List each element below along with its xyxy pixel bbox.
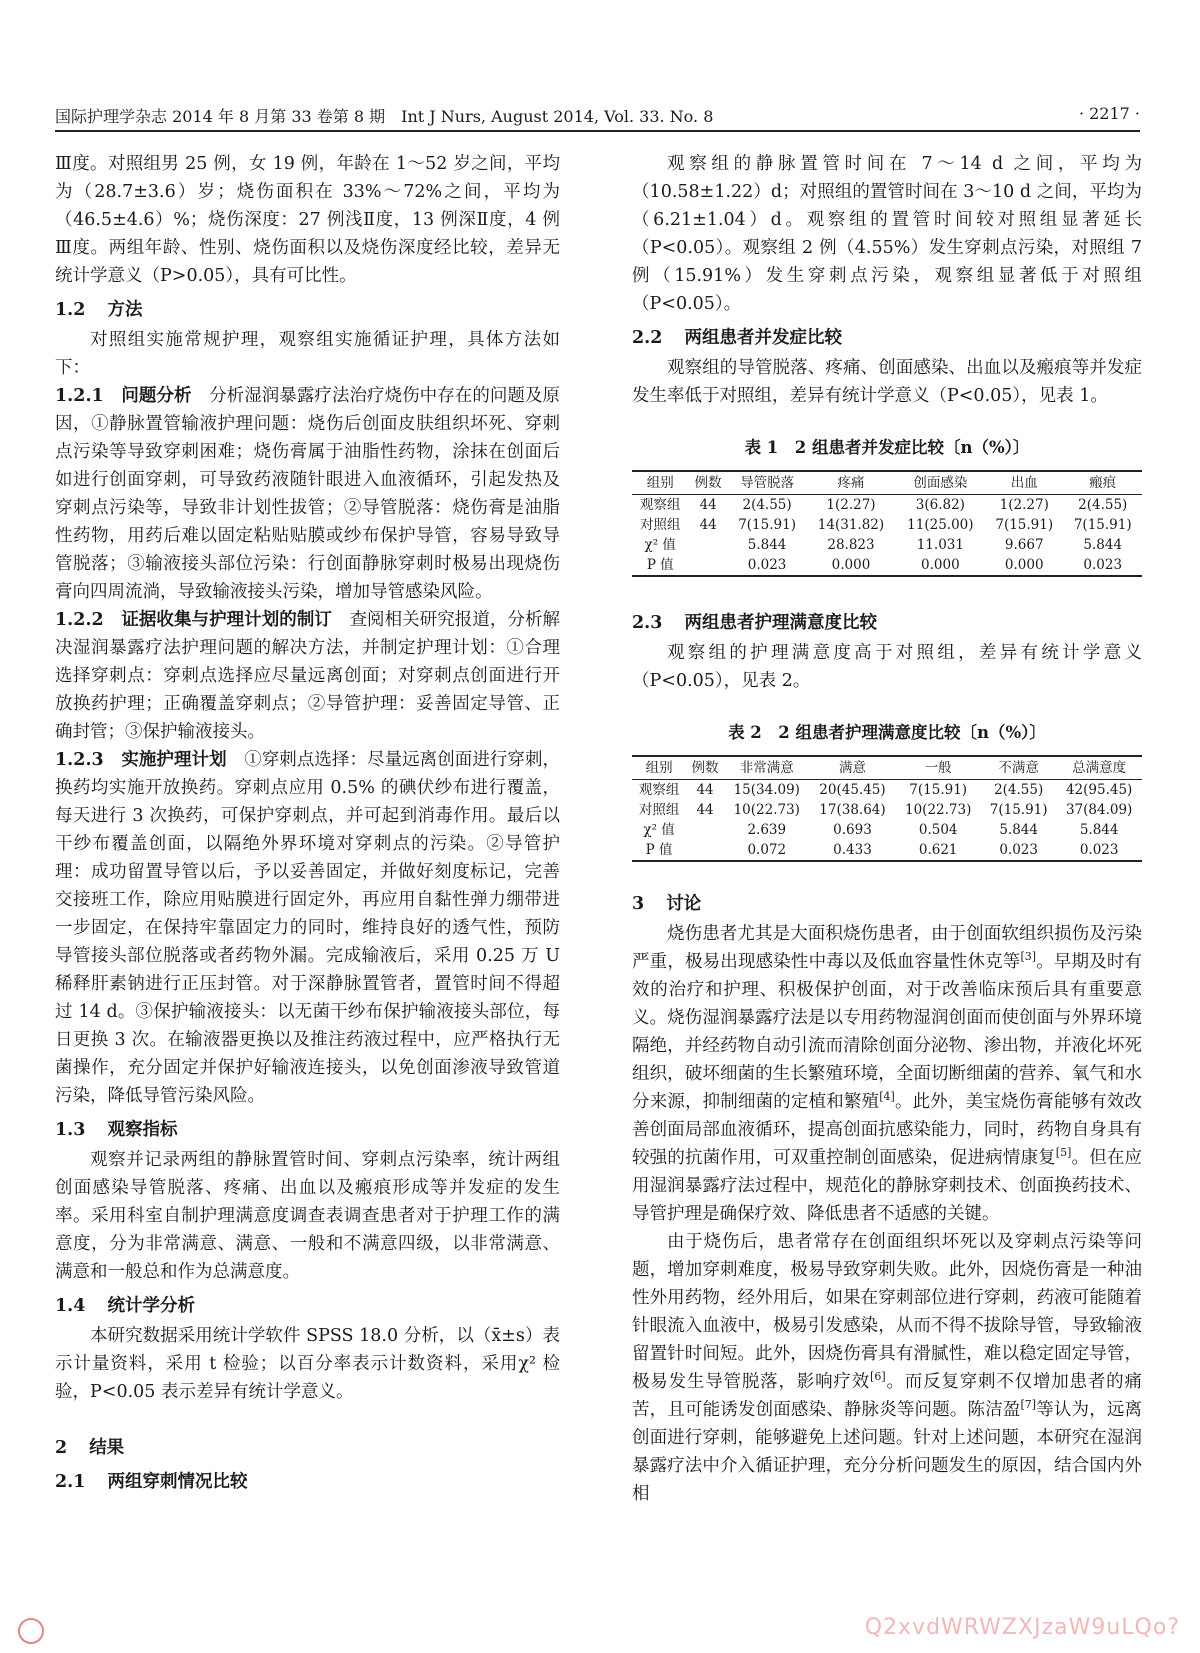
- column-header: 非常满意: [724, 756, 810, 780]
- right-column: [632, 150, 1142, 1508]
- subsection: 1.2.2 证据收集与护理计划的制订 查阅相关研究报道，分析解决湿润暴露疗法护理问题的解决方法，并制定护理计划：①合理选择穿刺点：穿刺点选择应尽量远离创面；对穿刺点创面进行开放换药护理；正确覆盖穿刺点；②导管护理：妥善固定导管、正确封管；③保护输液接头。: [55, 610, 561, 742]
- table-row: 对照组 44 7(15.91) 14(31.82) 11(25.00) 7(15.91) 7(15.91): [640, 517, 1132, 533]
- column-header: 总满意度: [1056, 756, 1142, 780]
- paragraph: 观察组的护理满意度高于对照组，差异有统计学意义（P<0.05），见表 2。: [632, 643, 1142, 691]
- table-row: χ² 值 5.844 28.823 11.031 9.667 5.844: [644, 537, 1123, 553]
- column-header: 疼痛: [806, 471, 895, 495]
- table-row: 观察组 44 15(34.09) 20(45.45) 7(15.91) 2(4.55) 42(95.45): [638, 782, 1133, 798]
- section-heading: 1.3 观察指标: [55, 1120, 178, 1140]
- table-2-title: 表 2 2 组患者护理满意度比较〔n（%）〕: [728, 723, 1046, 742]
- column-header: 一般: [895, 756, 981, 780]
- column-header: 组别: [632, 471, 689, 495]
- section-heading: 2.1 两组穿刺情况比较: [55, 1472, 248, 1492]
- section-heading: 1.4 统计学分析: [55, 1296, 195, 1316]
- column-header: 创面感染: [896, 471, 985, 495]
- running-header: [55, 100, 1140, 132]
- paragraph: 观察并记录两组的静脉置管时间、穿刺点污染率，统计两组创面感染导管脱落、疼痛、出血以及瘢痕形成等并发症的发生率。采用科室自制护理满意度调查表调查患者对于护理工作的满意度，分为非常满意、满意、一般和不满意四级，以非常满意、满意和一般总和作为总满意度。: [55, 1150, 560, 1282]
- paragraph: 对照组实施常规护理，观察组实施循证护理，具体方法如下：: [55, 330, 560, 378]
- section-heading: 3 讨论: [632, 894, 702, 914]
- seal-icon: [18, 1618, 44, 1644]
- column-header: 组别: [632, 756, 686, 780]
- paragraph: Ⅲ度。对照组男 25 例，女 19 例，年龄在 1～52 岁之间，平均为（28.7±3.6）岁；烧伤面积在 33%～72%之间，平均为（46.5±4.6）%；烧伤深度：27 例浅Ⅱ度，13 例深Ⅱ度，4 例Ⅲ度。两组年龄、性别、烧伤面积以及烧伤深度经比较，差异无统计学意义（P>0.05），具有可比性。: [55, 154, 560, 286]
- citation: [7]: [1020, 1398, 1037, 1412]
- table-row: P 值 0.072 0.433 0.621 0.023 0.023: [645, 842, 1119, 858]
- table-1-title: 表 1 2 组患者并发症比较〔n（%）〕: [744, 438, 1030, 457]
- subsection: 1.2.3 实施护理计划 ①穿刺点选择：尽量远离创面进行穿刺，换药均实施开放换药。穿刺点应用 0.5% 的碘伏纱布进行覆盖，每天进行 3 次换药，可保护穿刺点，并可起到消毒作用。最后以干纱布覆盖创面，以隔绝外界环境对穿刺点的污染。②导管护理：成功留置导管以后，予以妥善固定，并做好刻度标记，完善交接班工作，除应用贴膜进行固定外，再应用自黏性弹力绷带进一步固定，在保持牢靠固定力的同时，维持良好的透气性，预防导管接头部位脱落或者药物外漏。完成输液后，采用 0.25 万 U 稀释肝素钠进行正压封管。对于深静脉置管者，置管时间不得超过 14 d。③保护输液接头：以无菌干纱布保护输液接头部位，每日更换 3 次。在输液器更换以及推注药液过程中，应严格执行无菌操作，充分固定并保护好输液连接头，以免创面渗液导致管道污染，降低导管污染风险。: [55, 750, 561, 1106]
- paragraph: 观察组的导管脱落、疼痛、创面感染、出血以及瘢痕等并发症发生率低于对照组，差异有统计学意义（P<0.05），见表 1。: [632, 358, 1142, 406]
- section-heading: 2 结果: [55, 1438, 125, 1458]
- column-header: 不满意: [981, 756, 1056, 780]
- table-1: [632, 470, 1142, 577]
- citation: [3]: [1020, 950, 1037, 964]
- paragraph: 本研究数据采用统计学软件 SPSS 18.0 分析，以（x̄±s）表示计量资料，采用 t 检验；以百分率表示计数资料，采用χ² 检验，P<0.05 表示差异有统计学意义。: [55, 1326, 560, 1402]
- publisher-logo: [18, 1618, 248, 1646]
- column-header: 满意: [810, 756, 896, 780]
- page-number: · 2217 ·: [1078, 104, 1140, 123]
- table-row: χ² 值 2.639 0.693 0.504 5.844 5.844: [643, 822, 1119, 838]
- section-heading: 1.2 方法: [55, 300, 143, 320]
- section-heading: 2.2 两组患者并发症比较: [632, 328, 842, 348]
- section-heading: 2.3 两组患者护理满意度比较: [632, 613, 877, 633]
- paragraph: 烧伤患者尤其是大面积烧伤患者，由于创面软组织损伤及污染严重，极易出现感染性中毒以及低血容量性休克等[3]。早期及时有效的治疗和护理、积极保护创面，对于改善临床预后具有重要意义。烧伤湿润暴露疗法是以专用药物湿润创面而使创面与外界环境隔绝，并经药物自动引流而清除创面分泌物、渗出物，并液化坏死组织，破坏细菌的生长繁殖环境，全面切断细菌的营养、氧气和水分来源，抑制细菌的定植和繁殖[4]。此外，美宝烧伤膏能够有效改善创面局部血液循环，提高创面抗感染能力，同时，药物自身具有较强的抗菌作用，可双重控制创面感染，促进病情康复[5]。但在应用湿润暴露疗法过程中，规范化的静脉穿刺技术、创面换药技术、导管护理是确保疗效、降低患者不适感的关键。: [632, 924, 1143, 1224]
- table-row: 观察组 44 2(4.55) 1(2.27) 3(6.82) 1(2.27) 2(4.55): [640, 497, 1128, 513]
- citation: [6]: [870, 1370, 886, 1384]
- table-2: [632, 755, 1142, 862]
- watermark: Q2xvdWRWZXJzaW9uLQo?: [864, 1615, 1180, 1640]
- column-header: 导管脱落: [728, 471, 806, 495]
- paragraph: 由于烧伤后，患者常存在创面组织坏死以及穿刺点污染等问题，增加穿刺难度，极易导致穿刺失败。此外，因烧伤膏是一种油性外用药物，经外用后，如果在穿刺部位进行穿刺，药液可能随着针眼流入血液中，极易引发感染，从而不得不拔除导管，导致输液留置针时间短。此外，因烧伤膏具有滑腻性，难以稳定固定导管，极易发生导管脱落，影响疗效[6]。而反复穿刺不仅增加患者的痛苦，且可能诱发创面感染、静脉炎等问题。陈洁盈[7]等认为，远离创面进行穿刺，能够避免上述问题。针对上述问题，本研究在湿润暴露疗法中介入循证护理，充分分析问题发生的原因，结合国内外相: [632, 1232, 1143, 1504]
- column-header: 例数: [686, 756, 724, 780]
- table-row: P 值 0.023 0.000 0.000 0.000 0.023: [646, 557, 1123, 573]
- left-column: [55, 150, 560, 1498]
- column-header: 例数: [689, 471, 728, 495]
- journal-citation: 国际护理学杂志 2014 年 8 月第 33 卷第 8 期 Int J Nurs, August 2014, Vol. 33. No. 8: [55, 107, 714, 126]
- citation: [4]: [879, 1090, 895, 1104]
- subsection: 1.2.1 问题分析 分析湿润暴露疗法治疗烧伤中存在的问题及原因，①静脉置管输液护理问题：烧伤后创面皮肤组织坏死、穿刺点污染等导致穿刺困难；烧伤膏属于油脂性药物，涂抹在创面后如进行创面穿刺，可导致药液随针眼进入血液循环，引起发热及穿刺点污染等，导致非计划性拔管；②导管脱落：烧伤膏是油脂性药物，用药后难以固定粘贴贴膜或纱布保护导管，容易导致导管脱落；③输液接头部位污染：行创面静脉穿刺时极易出现烧伤膏向四周流淌，导致输液接头污染，增加导管感染风险。: [55, 386, 561, 602]
- paragraph: 观察组的静脉置管时间在 7～14 d 之间，平均为（10.58±1.22）d；对照组的置管时间在 3～10 d 之间，平均为（6.21±1.04）d。观察组的置管时间较对照组显著延长（P<0.05）。观察组 2 例（4.55%）发生穿刺点污染，对照组 7 例（15.91%）发生穿刺点污染，观察组显著低于对照组（P<0.05）。: [632, 154, 1142, 314]
- column-header: 出血: [985, 471, 1063, 495]
- citation: [5]: [1055, 1146, 1072, 1160]
- table-row: 对照组 44 10(22.73) 17(38.64) 10(22.73) 7(15.91) 37(84.09): [638, 802, 1133, 818]
- column-header: 瘢痕: [1063, 471, 1142, 495]
